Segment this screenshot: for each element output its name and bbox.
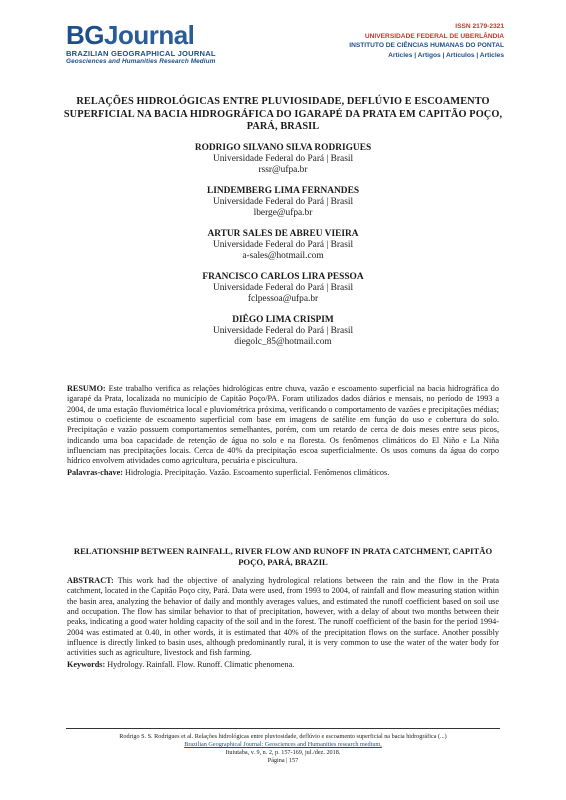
article-title: RELAÇÕES HIDROLÓGICAS ENTRE PLUVIOSIDADE, DEFLÚVIO E ESCOAMENTO SUPERFICIAL NA BACIA HIDROGRÁFICA DO IGARAPÉ DA PRATA EM CAPITÃO POÇO, PARÁ, BRASIL — [63, 96, 503, 133]
logo-tagline: Geosciences and Humanities Research Medium — [66, 58, 216, 65]
palavras-chave — [67, 468, 499, 478]
abstract-section — [67, 576, 499, 670]
author-affiliation: Universidade Federal do Pará | Brasil — [212, 283, 354, 293]
author-affiliation: Universidade Federal do Pará | Brasil — [212, 240, 354, 250]
resumo-section — [67, 384, 499, 478]
author-affiliation: Universidade Federal do Pará | Brasil — [212, 154, 354, 164]
english-title: RELATIONSHIP BETWEEN RAINFALL, RIVER FLOW AND RUNOFF IN PRATA CATCHMENT, CAPITÃO POÇO, PARÁ, BRAZIL — [73, 546, 493, 567]
keywords-label: Keywords: — [67, 659, 106, 669]
logo-bg: BG — [66, 20, 104, 50]
resumo-text: Este trabalho verifica as relações hidrológicas entre chuva, vazão e escoamento superficial na bacia hidrográfica do igarapé da Prata, localizada no município de Capitão Poço/PA. Foram utilizados dados diários e mensais, no período de 1993 a 2004, de uma estação fluviométrica local e pluviométrica próxima, verificando o comportamento de vazões e precipitações médias; estimou o coeficiente de escoamento superficial com base em imagens de satélite em função do uso e cobertura do solo. Precipitação e vazão possuem comportamentos semelhantes, porém, com um retardo de cerca de dois meses entre seus picos, indicando uma boa capacidade de retenção de água no solo e na floresta. Os fenômenos climáticos do El Niño e La Niña influenciam nas precipitações locais. Cerca de 40% da precipitação escoa superficialmente. Os usos comuns da água do corpo hídrico envolvem atividades como agricultura, pecuária e piscicultura. — [67, 384, 499, 466]
author-name: LINDEMBERG LIMA FERNANDES — [206, 186, 360, 196]
author-entry — [60, 186, 506, 219]
abstract-label: ABSTRACT: — [67, 576, 114, 585]
keywords — [67, 660, 499, 670]
author-email[interactable]: lberge@ufpa.br — [253, 208, 313, 218]
university-name: UNIVERSIDADE FEDERAL DE UBERLÂNDIA — [364, 32, 504, 40]
issn: ISSN 2179-2321 — [455, 23, 504, 30]
logo-wordmark — [66, 22, 236, 48]
page-footer — [66, 733, 500, 765]
author-list — [60, 143, 506, 358]
footer-citation: Rodrigo S. S. Rodrigues et al. Relações hidrológicas entre pluviosidade, deflúvio e escoamento superficial na bacia hidrográfica (...) — [119, 733, 447, 740]
abstract-paragraph — [67, 576, 499, 659]
author-entry — [60, 229, 506, 262]
journal-link[interactable]: Brazilian Geographical Journal: Geosciences and Humanities research medium, — [184, 740, 382, 748]
abstract-text: This work had the objective of analyzing hydrological relations between the rain and the flow in the Prata catchment, located in the Capitão Poço city, Pará. Data were used, from 1993 to 2004, of rainfall and flow measuring station within the basin area, analyzing the behavior of daily and monthly averages values, and estimated the runoff coefficient based on soil use and occupation. The flow has similar behavior to that of precipitation, however, with a delay of about two months between their peaks, indicating a good water holding capacity of the soil and in the forest. The runoff coefficient of the basin for the period 1994-2004 was estimated at 0.40, in other words, it is estimated that 40% of the precipitation flows on the surface. Another possibly influence is directly linked to basin uses, although predominantly rural, it is very common to use the water of the water body for activities such as agriculture, livestock and fish farming. — [67, 576, 499, 658]
palavras-chave-text: Hidrologia. Precipitação. Vazão. Escoamento superficial. Fenômenos climáticos. — [124, 467, 390, 477]
logo-subtitle: BRAZILIAN GEOGRAPHICAL JOURNAL — [66, 49, 216, 58]
header-info — [349, 22, 504, 60]
author-name: DIÊGO LIMA CRISPIM — [232, 315, 334, 325]
institute-name: INSTITUTO DE CIÊNCIAS HUMANAS DO PONTAL — [349, 42, 504, 49]
author-name: FRANCISCO CARLOS LIRA PESSOA — [202, 272, 364, 282]
author-entry — [60, 272, 506, 305]
author-entry — [60, 315, 506, 348]
author-affiliation: Universidade Federal do Pará | Brasil — [212, 326, 354, 336]
author-entry — [60, 143, 506, 176]
author-email[interactable]: diegolc_85@hotmail.com — [234, 337, 332, 347]
author-email[interactable]: fclpessoa@ufpa.br — [247, 294, 319, 304]
author-email[interactable]: rssr@ufpa.br — [258, 165, 308, 175]
author-affiliation: Universidade Federal do Pará | Brasil — [212, 197, 354, 207]
page-number: Página | 157 — [267, 756, 299, 764]
article-categories: Articles | Artigos | Artículos | Articles — [388, 51, 504, 59]
author-email[interactable]: a-sales@hotmail.com — [242, 251, 324, 261]
footer-volume: Ituiutaba, v. 9, n. 2, p. 157-169, jul./dez. 2018. — [225, 748, 341, 756]
palavras-chave-label: Palavras-chave: — [67, 467, 123, 477]
journal-logo — [66, 22, 236, 65]
keywords-text: Hydrology. Rainfall. Flow. Runoff. Climatic phenomena. — [107, 659, 295, 669]
logo-journal: Journal — [104, 20, 195, 50]
author-name: RODRIGO SILVANO SILVA RODRIGUES — [194, 143, 372, 153]
resumo-paragraph — [67, 384, 499, 467]
author-name: ARTUR SALES DE ABREU VIEIRA — [207, 229, 359, 239]
footer-divider — [66, 728, 500, 729]
resumo-label: RESUMO: — [67, 384, 106, 393]
